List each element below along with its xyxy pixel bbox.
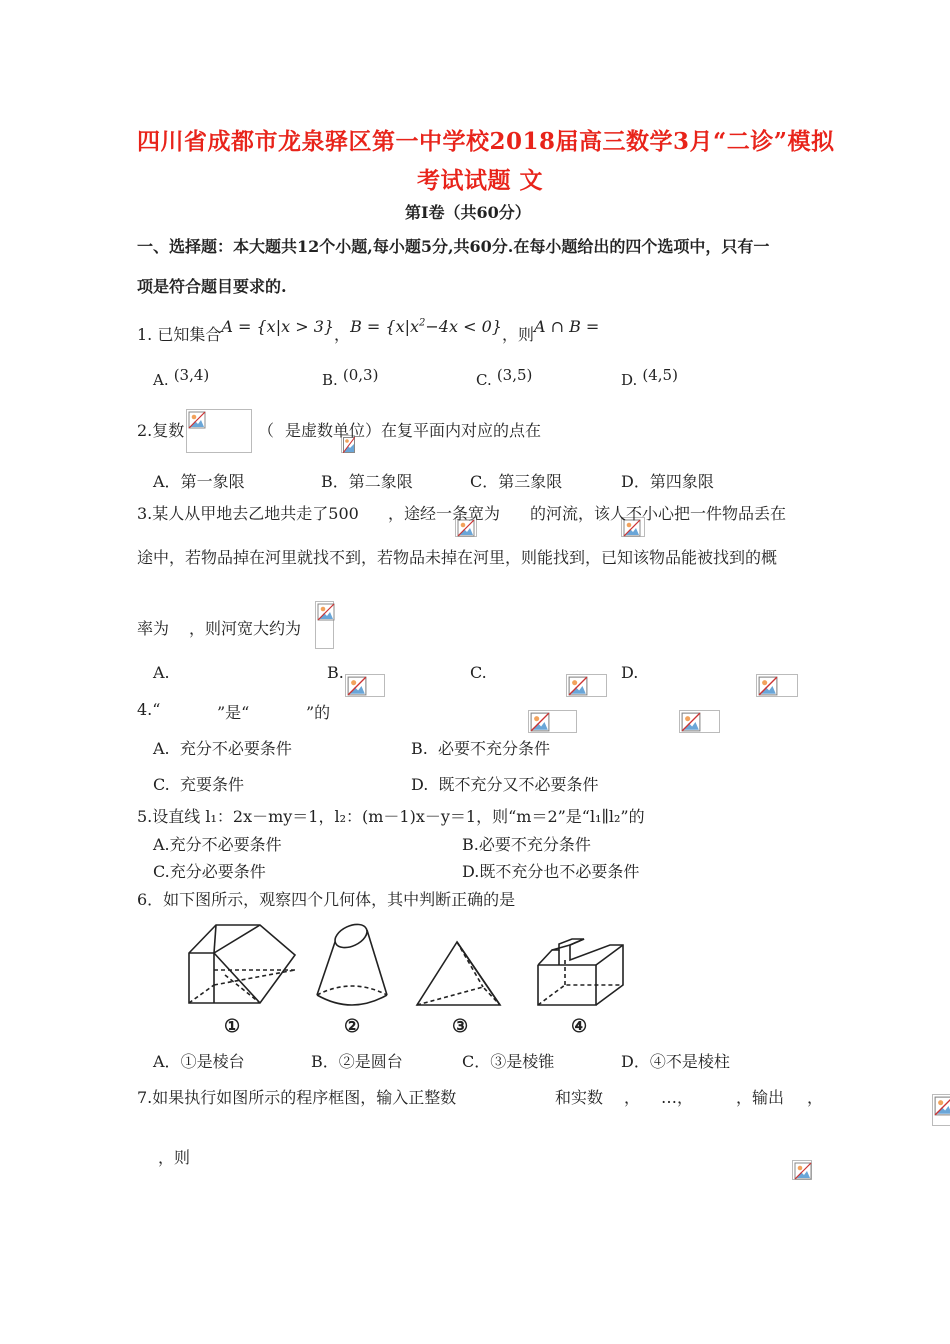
q4-option-b: B. 必要不充分条件	[411, 739, 551, 758]
q1-comma: ，	[334, 325, 351, 344]
figure-label-4: ④	[571, 1016, 588, 1037]
q3-line2: 途中，若物品掉在河里就找不到，若物品未掉在河里，则能找到，已知该物品能被找到的概	[137, 548, 778, 567]
q4-option-c: C. 充要条件	[153, 775, 244, 794]
broken-image-icon	[679, 710, 720, 733]
broken-image-icon	[792, 1160, 812, 1180]
q1-prefix: 1. 已知集合	[137, 325, 222, 344]
q5-option-c: C.充分必要条件	[153, 862, 266, 881]
q3-part3: 的河流，该人不小心把一件物品丢在	[530, 504, 787, 523]
doc-title-line2: 考试试题 文	[417, 167, 544, 194]
q6-option-c: C．③是棱锥	[462, 1052, 555, 1071]
section-instruction-line2: 项是符合题目要求的.	[137, 277, 287, 296]
q7-part3: ，输出	[736, 1088, 785, 1107]
q7-part2: 和实数	[555, 1088, 604, 1107]
broken-image-icon	[345, 674, 385, 697]
q1-stem	[137, 317, 600, 345]
q6-option-b: B．②是圆台	[311, 1052, 403, 1071]
figure-4-prism	[538, 939, 623, 1005]
q2-prefix: 2.复数	[137, 421, 185, 440]
q7-line2-post: ，则	[158, 1148, 191, 1167]
q6-stem: 6．如下图所示，观察四个几何体，其中判断正确的是	[137, 890, 516, 909]
broken-image-icon	[528, 710, 577, 733]
q7-part1: 7.如果执行如图所示的程序框图，输入正整数	[137, 1088, 457, 1107]
q1-set-b: $B = \{x|x^2-4x < 0\}$	[350, 317, 502, 336]
q3-option-b-label: B.	[327, 663, 344, 682]
q2-stem-rest: （	[258, 421, 275, 440]
q6-option-d: D．④不是棱柱	[621, 1052, 730, 1071]
q5-option-a: A.充分不必要条件	[153, 835, 282, 854]
q1-option-a: A. (3,4)	[153, 366, 210, 389]
q1-option-c: C. (3,5)	[476, 366, 533, 389]
broken-image-icon	[566, 674, 607, 697]
q5-option-b: B.必要不充分条件	[462, 835, 591, 854]
q5-option-d: D.既不充分也不必要条件	[462, 862, 640, 881]
q1-expr: A ∩ B =	[533, 317, 600, 336]
q2-stem	[137, 418, 184, 441]
q6-option-a: A．①是棱台	[153, 1052, 245, 1071]
figure-3-pyramid	[417, 942, 500, 1005]
q5-stem: 5.设直线 l₁：2x－my＝1，l₂：(m－1)x－y＝1，则“m＝2”是“l₁∥l₂”的	[137, 807, 645, 826]
q2-option-a: A．第一象限	[153, 472, 245, 491]
q2-option-d: D．第四象限	[621, 472, 714, 491]
q1-then: ，则	[501, 325, 534, 344]
q3-line3-post: ，则河宽大约为	[189, 619, 302, 638]
q2-option-c: C．第三象限	[470, 472, 563, 491]
broken-image-icon	[756, 674, 798, 697]
q4-mid: ”是“	[217, 703, 250, 722]
q1-option-b: B. (0,3)	[322, 366, 379, 389]
figure-2-frustum	[317, 920, 387, 1005]
doc-title-line1: 四川省成都市龙泉驿区第一中学校2018届高三数学3月“二诊”模拟	[137, 128, 835, 155]
q3-option-a-label: A.	[153, 663, 170, 682]
q3-part1: 3.某人从甲地去乙地共走了500	[137, 504, 359, 523]
broken-image-icon	[315, 601, 334, 649]
figure-label-1: ①	[224, 1016, 241, 1037]
broken-image-icon	[186, 409, 252, 453]
q3-option-c-label: C.	[470, 663, 487, 682]
figure-1-solid	[189, 925, 295, 1003]
geometry-figures	[180, 915, 640, 1015]
q3-option-d-label: D.	[621, 663, 639, 682]
q2-text: 是虚数单位）在复平面内对应的点在	[285, 421, 542, 440]
q4-option-d: D. 既不充分又不必要条件	[411, 775, 599, 794]
q3-line3-pre: 率为	[137, 619, 170, 638]
broken-image-icon	[932, 1094, 950, 1126]
q1-option-d: D. (4,5)	[621, 366, 678, 389]
q7-part4: ，	[807, 1088, 824, 1107]
q3-part2: ，途经一条宽为	[388, 504, 501, 523]
figure-label-3: ③	[452, 1016, 469, 1037]
q4-suffix: ”的	[306, 703, 331, 722]
q4-option-a: A. 充分不必要条件	[153, 739, 292, 758]
figure-label-2: ②	[344, 1016, 361, 1037]
section-instruction-line1: 一、选择题：本大题共12个小题,每小题5分,共60分.在每小题给出的四个选项中，只有一	[137, 237, 770, 256]
q2-option-b: B．第二象限	[321, 472, 413, 491]
q7-sep-1: ，	[624, 1088, 641, 1107]
q1-set-a: A = {x|x > 3}	[221, 317, 335, 336]
q7-ellipsis: …，	[661, 1088, 694, 1107]
section-heading: 第Ⅰ卷（共60分）	[405, 203, 531, 222]
q4-prefix: 4.“	[137, 700, 161, 719]
